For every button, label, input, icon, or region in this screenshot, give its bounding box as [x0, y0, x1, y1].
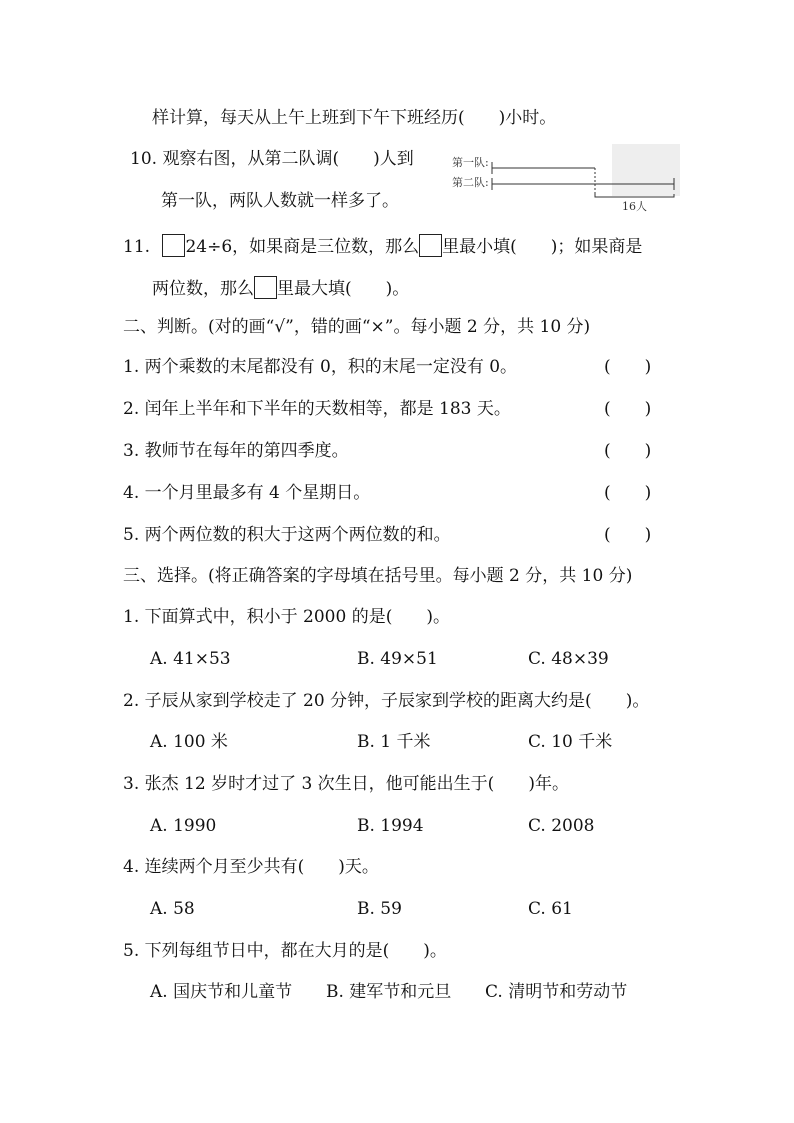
judge-item-4: 4. 一个月里最多有 4 个星期日。 — [123, 483, 371, 503]
choice-question-4: 4. 连续两个月至少共有( )天。 — [123, 857, 379, 877]
choice-3-option-c[interactable]: C. 2008 — [528, 816, 595, 836]
q11-text-part2: 里最小填( )；如果商是 — [442, 237, 643, 257]
judge-answer-1[interactable]: ( ) — [604, 357, 652, 377]
choice-1-option-b[interactable]: B. 49×51 — [357, 649, 438, 669]
team-diagram — [452, 144, 680, 214]
q11-line1 — [123, 234, 642, 258]
judge-item-1: 1. 两个乘数的末尾都没有 0，积的末尾一定没有 0。 — [123, 357, 518, 377]
team2-label: 第二队: — [452, 176, 489, 189]
q10-line1: 10. 观察右图，从第二队调( )人到 — [130, 149, 414, 169]
choice-4-option-a[interactable]: A. 58 — [150, 899, 195, 919]
diff-label: 16人 — [622, 200, 647, 213]
choice-2-option-a[interactable]: A. 100 米 — [150, 732, 228, 752]
choice-4-option-c[interactable]: C. 61 — [528, 899, 573, 919]
q11-line2-part2: 里最大填( )。 — [277, 279, 410, 299]
q10-line2: 第一队，两队人数就一样多了。 — [161, 191, 399, 211]
judge-answer-3[interactable]: ( ) — [604, 441, 652, 461]
choice-question-5: 5. 下列每组节日中，都在大月的是( )。 — [123, 941, 447, 961]
team1-label: 第一队: — [452, 156, 489, 169]
choice-question-1: 1. 下面算式中，积小于 2000 的是( )。 — [123, 607, 450, 627]
choice-1-option-c[interactable]: C. 48×39 — [528, 649, 609, 669]
choice-2-option-b[interactable]: B. 1 千米 — [357, 732, 431, 752]
section2-title: 二、判断。(对的画“√”，错的画“×”。每小题 2 分，共 10 分) — [123, 317, 591, 337]
judge-answer-2[interactable]: ( ) — [604, 399, 652, 419]
judge-item-2: 2. 闰年上半年和下半年的天数相等，都是 183 天。 — [123, 399, 511, 419]
choice-1-option-a[interactable]: A. 41×53 — [150, 649, 231, 669]
choice-2-option-c[interactable]: C. 10 千米 — [528, 732, 613, 752]
blank-box — [419, 234, 442, 257]
blank-box — [254, 276, 277, 299]
q11-line2 — [152, 276, 409, 300]
section3-title: 三、选择。(将正确答案的字母填在括号里。每小题 2 分，共 10 分) — [123, 566, 633, 586]
choice-5-option-b[interactable]: B. 建军节和元旦 — [326, 982, 452, 1002]
choice-question-2: 2. 子辰从家到学校走了 20 分钟，子辰家到学校的距离大约是( )。 — [123, 691, 650, 711]
choice-question-3: 3. 张杰 12 岁时才过了 3 次生日，他可能出生于( )年。 — [123, 774, 569, 794]
blank-box — [162, 234, 185, 257]
q11-number: 11. — [123, 237, 151, 257]
choice-5-option-a[interactable]: A. 国庆节和儿童节 — [150, 982, 293, 1002]
watermark — [612, 144, 680, 196]
choice-3-option-a[interactable]: A. 1990 — [150, 816, 217, 836]
choice-3-option-b[interactable]: B. 1994 — [357, 816, 424, 836]
judge-item-5: 5. 两个两位数的积大于这两个两位数的和。 — [123, 525, 451, 545]
q11-text-part1: 24÷6，如果商是三位数，那么 — [185, 237, 420, 257]
q9-continuation: 样计算，每天从上午上班到下午下班经历( )小时。 — [152, 108, 557, 128]
judge-item-3: 3. 教师节在每年的第四季度。 — [123, 441, 349, 461]
judge-answer-4[interactable]: ( ) — [604, 483, 652, 503]
q11-line2-part1: 两位数，那么 — [152, 279, 254, 299]
choice-5-option-c[interactable]: C. 清明节和劳动节 — [485, 982, 628, 1002]
choice-4-option-b[interactable]: B. 59 — [357, 899, 402, 919]
judge-answer-5[interactable]: ( ) — [604, 525, 652, 545]
